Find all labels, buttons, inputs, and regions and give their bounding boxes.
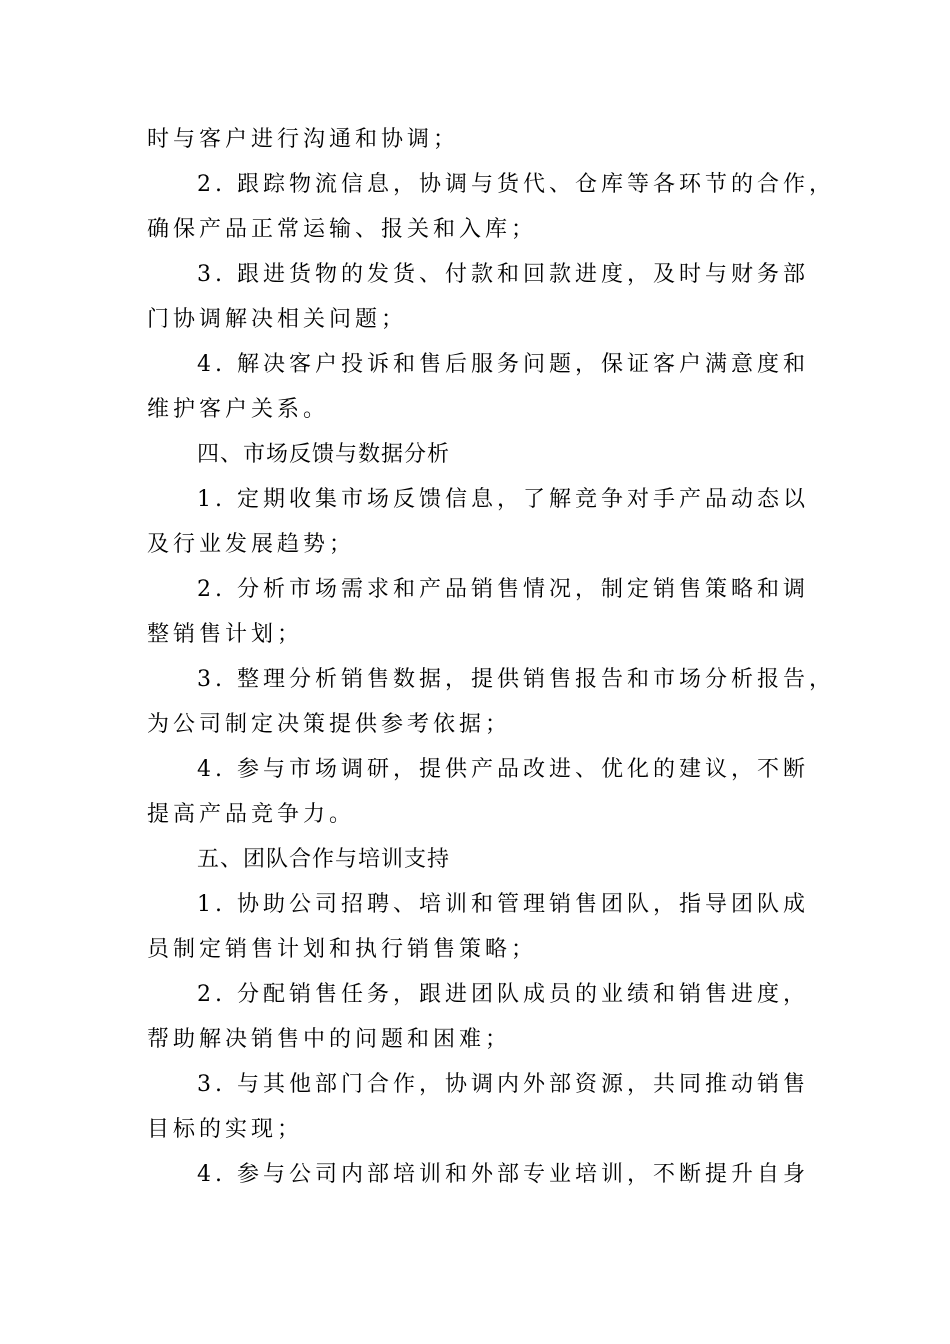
list-item-continuation: 门协调解决相关问题；	[147, 307, 408, 332]
list-item-continuation: 帮助解决销售中的问题和困难；	[147, 1027, 512, 1052]
list-item-start: 1. 定期收集市场反馈信息，了解竞争对手产品动态以	[197, 487, 809, 512]
list-item-start: 4. 参与市场调研，提供产品改进、优化的建议，不断	[197, 757, 809, 782]
list-item-continuation: 为公司制定决策提供参考依据；	[147, 712, 512, 737]
list-item-continuation: 提高产品竞争力。	[147, 802, 356, 827]
list-item-continuation: 确保产品正常运输、报关和入库；	[147, 217, 538, 242]
list-item-start: 3. 与其他部门合作，协调内外部资源，共同推动销售	[197, 1072, 809, 1097]
body-text-line: 时与客户进行沟通和协调；	[147, 127, 460, 152]
document-page	[147, 117, 835, 1197]
list-item-continuation: 员制定销售计划和执行销售策略；	[147, 937, 538, 962]
list-item-continuation: 维护客户关系。	[147, 397, 330, 422]
list-item-start: 3. 跟进货物的发货、付款和回款进度，及时与财务部	[197, 262, 809, 287]
list-item-start: 2. 跟踪物流信息，协调与货代、仓库等各环节的合作，	[197, 172, 835, 197]
list-item-start: 2. 分析市场需求和产品销售情况，制定销售策略和调	[197, 577, 809, 602]
list-item-continuation: 目标的实现；	[147, 1117, 304, 1142]
section-heading: 四、市场反馈与数据分析	[197, 442, 451, 467]
list-item-continuation: 及行业发展趋势；	[147, 532, 356, 557]
section-heading: 五、团队合作与培训支持	[197, 847, 451, 872]
list-item-start: 2. 分配销售任务，跟进团队成员的业绩和销售进度，	[197, 982, 809, 1007]
list-item-start: 4. 解决客户投诉和售后服务问题，保证客户满意度和	[197, 352, 809, 377]
list-item-continuation: 整销售计划；	[147, 622, 304, 647]
list-item-start: 4. 参与公司内部培训和外部专业培训，不断提升自身	[197, 1162, 809, 1187]
list-item-start: 3. 整理分析销售数据，提供销售报告和市场分析报告，	[197, 667, 835, 692]
list-item-start: 1. 协助公司招聘、培训和管理销售团队，指导团队成	[197, 892, 809, 917]
